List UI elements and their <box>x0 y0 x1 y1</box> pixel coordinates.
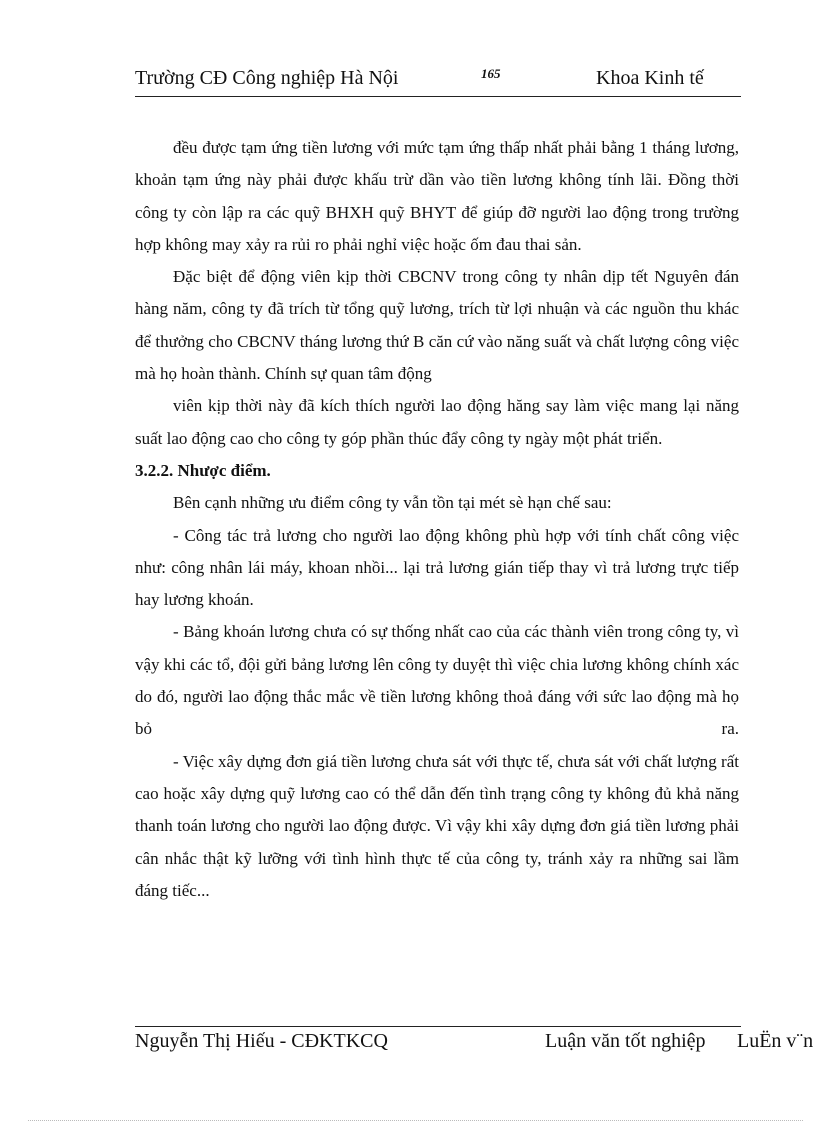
paragraph: Bên cạnh những ưu điểm công ty vẫn tồn tại mét sè hạn chế sau: <box>173 493 612 513</box>
paragraph: - Việc xây dựng đơn giá tiền lương chưa sát với thực tế, chưa sát với chất lượng rất cao hoặc xây dựng quỹ lương cao có thể dẫn đến tình trạng công ty không đủ khả năng thanh toán lương cho người lao động được. Vì vậy khi xây dựng đơn giá tiền lương phải cân nhắc thật kỹ lưỡng với tình hình thực tế của công ty, tránh xảy ra những sai lầm đáng tiếc... <box>135 751 739 900</box>
paragraph: Đặc biệt để động viên kịp thời CBCNV trong công ty nhân dịp tết Nguyên đán hàng năm, công ty đã trích từ tổng quỹ lương, trích từ lợi nhuận và các nguồn thu khác để thưởng cho CBCNV tháng lương thứ B căn cứ vào năng suất và chất lượng công việc mà họ hoàn thành. Chính sự quan tâm động <box>135 267 739 384</box>
page-header <box>135 66 741 97</box>
thesis-label-overflow: LuËn v¨n <box>737 1030 814 1052</box>
paragraph: - Công tác trả lương cho người lao động không phù hợp với tính chất công việc như: công nhân lái máy, khoan nhồi... lại trả lương gián tiếp thay vì trả lương trực tiếp hay lương khoán. <box>135 525 739 610</box>
school-name: Trường CĐ Công nghiệp Hà Nội <box>135 67 399 89</box>
page-bottom-divider <box>28 1120 803 1121</box>
paragraph: đều được tạm ứng tiền lương với mức tạm ứng thấp nhất phải bằng 1 tháng lương, khoản tạm ứng này phải được khấu trừ dần vào tiền lương không tính lãi. Đồng thời công ty còn lập ra các quỹ BHXH quỹ BHYT để giúp đỡ người lao động trong trường hợp không may xảy ra rủi ro phải nghỉ việc hoặc ốm đau thai sản. <box>135 138 739 254</box>
thesis-label: Luận văn tốt nghiệp <box>545 1030 706 1052</box>
paragraph: viên kịp thời này đã kích thích người lao động hăng say làm việc mang lại năng suất lao động cao cho công ty góp phần thúc đẩy công ty ngày một phát triển. <box>135 396 739 448</box>
page-number: 165 <box>481 66 501 81</box>
footer-divider <box>135 1026 741 1027</box>
department-name: Khoa Kinh tế <box>596 67 704 89</box>
paragraph: - Bảng khoán lương chưa có sự thống nhất cao của các thành viên trong công ty, vì vậy khi các tổ, đội gửi bảng lương lên công ty duyệt thì việc chia lương không chính xác do đó, người lao động thắc mắc về tiền lương không thoả đáng với sức lao động mà họ bỏ ra. <box>135 622 739 739</box>
section-heading: 3.2.2. Nhược điểm. <box>135 460 271 480</box>
document-body <box>135 132 739 907</box>
author-name: Nguyễn Thị Hiếu - CĐKTKCQ <box>135 1030 388 1052</box>
